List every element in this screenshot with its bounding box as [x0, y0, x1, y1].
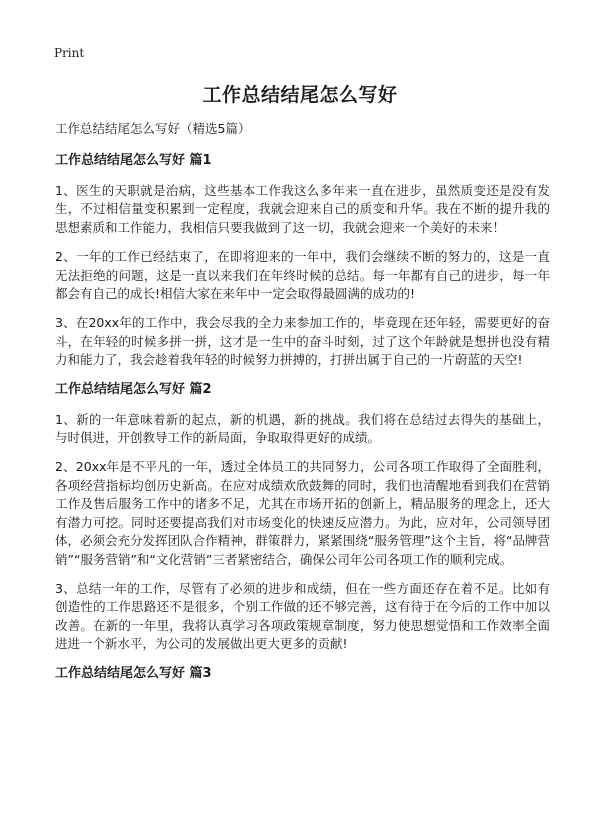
section-1	[55, 152, 550, 370]
document-body	[55, 120, 550, 695]
page-title: 工作总结结尾怎么写好	[202, 84, 398, 106]
paragraph: 1、医生的天职就是治病，这些基本工作我这么多年来一直在进步，虽然质变还是没有发生，不过相信量变积累到一定程度，我就会迎来自己的质变和升华。我在不断的提升我的思想素质和工作能力，我相信只要我做到了这一切，我就会迎来一个美好的未来！	[55, 183, 550, 235]
paragraph: 2、一年的工作已经结束了，在即将迎来的一年中，我们会继续不断的努力的，这是一直无法拒绝的问题，这是一直以来我们在年终时候的总结。每一年都有自己的进步，每一年都会有自己的成长!相信大家在来年中一定会取得最圆满的成功的!	[55, 249, 550, 302]
print-link[interactable]: Print	[54, 46, 85, 60]
paragraph: 3、总结一年的工作，尽管有了必须的进步和成绩，但在一些方面还存在着不足。比如有创造性的工作思路还不是很多，个别工作做的还不够完善，这有待于在今后的工作中加以改善。在新的一年里，我将认真学习各项政策规章制度，努力使思想觉悟和工作效率全面进进一个新水平，为公司的发展做出更大更多的贡献!	[55, 580, 550, 652]
section-heading: 工作总结结尾怎么写好 篇3	[55, 665, 212, 681]
document-subtitle: 工作总结结尾怎么写好（精选5篇）	[55, 121, 251, 136]
section-2	[55, 381, 550, 654]
paragraph: 3、在20xx年的工作中，我会尽我的全力来参加工作的，毕竟现在还年轻，需要更好的奋斗，在年轻的时候多拼一拼，这才是一生中的奋斗时刻，过了这个年龄就是想拼也没有精力和能力了，我会趁着我年轻的时候努力拼搏的，打拼出属于自己的一片蔚蓝的天空!	[55, 315, 550, 368]
paragraph: 2、20xx年是不平凡的一年，透过全体员工的共同努力，公司各项工作取得了全面胜利，各项经营指标均创历史新高。在应对成绩欢欣鼓舞的同时，我们也清醒地看到我们在营销工作及售后服务工作中的诸多不足，尤其在市场开拓的创新上，精品服务的理念上，还大有潜力可挖。同时还要提高我们对市场变化的快速反应潜力。为此，应对年，公司领导团体，必须会充分发挥团队合作精神，群策群力，紧紧围绕“服务管理”这个主旨，将“品牌营销”“服务营销”和“文化营销”三者紧密结合，确保公司年公司各项工作的顺利完成。	[55, 459, 550, 567]
section-heading: 工作总结结尾怎么写好 篇1	[55, 153, 212, 168]
paragraph: 1、新的一年意味着新的起点，新的机遇，新的挑战。我们将在总结过去得失的基础上，与时俱进，开创教导工作的新局面，争取取得更好的成绩。	[55, 411, 550, 446]
section-heading: 工作总结结尾怎么写好 篇2	[55, 381, 212, 397]
section-3	[55, 665, 550, 683]
